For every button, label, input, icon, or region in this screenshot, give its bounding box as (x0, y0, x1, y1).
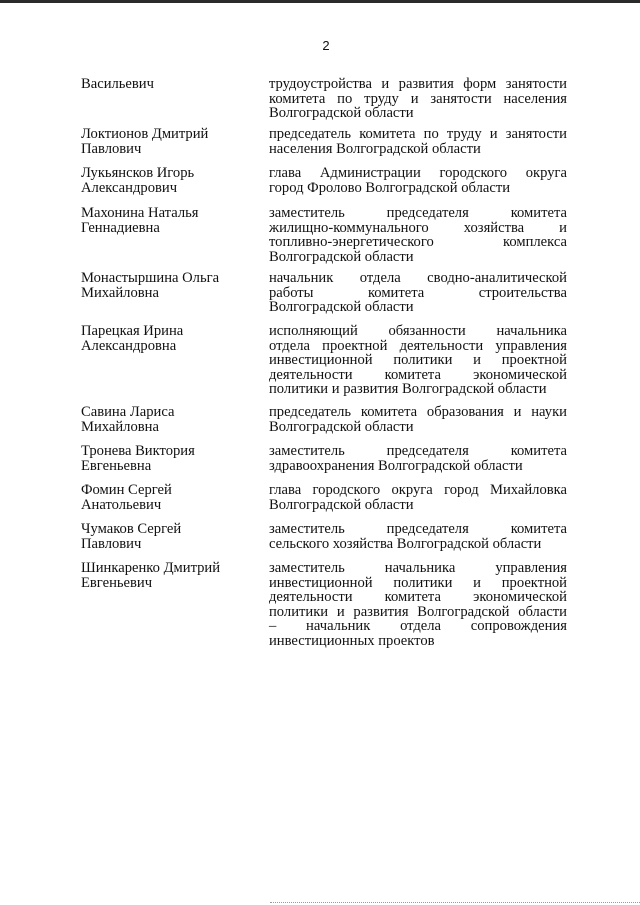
person-position (269, 271, 567, 315)
position-line: заместитель председателя комитета (269, 521, 567, 537)
person-position (269, 561, 567, 648)
position-line: инвестиционных проектов (269, 632, 435, 649)
position-line: деятельности комитета экономической (269, 589, 567, 605)
person-name: Васильевич (81, 76, 154, 92)
position-line: комитета по труду и занятости населения (269, 90, 567, 107)
position-line: исполняющий обязанности начальника (269, 323, 567, 339)
person-name: Махонина Наталья Геннадиевна (81, 205, 199, 236)
position-line: инвестиционной политики и проектной (269, 352, 567, 368)
position-line: населения Волгоградской области (269, 140, 481, 157)
position-line: жилищно-коммунального хозяйства и (269, 219, 567, 236)
position-line: отдела проектной деятельности управления (269, 337, 567, 354)
person-name: Тронева Виктория Евгеньевна (81, 443, 195, 474)
person-name: Монастыршина Ольга Михайловна (81, 270, 220, 301)
position-line: трудоустройства и развития форм занятости (269, 76, 567, 92)
scan-bottom-edge (270, 902, 640, 903)
person-name: Лукьянсков Игорь Александрович (81, 165, 195, 196)
position-line: политики и развития Волгоградской области (269, 381, 547, 397)
position-line: председатель комитета образования и науки (269, 404, 567, 420)
person-name: Фомин Сергей Анатольевич (81, 482, 172, 513)
position-line: Волгоградской области (269, 105, 414, 121)
position-line: заместитель председателя комитета (269, 443, 567, 459)
person-position (269, 522, 567, 551)
position-line: заместитель начальника управления (269, 560, 567, 576)
position-line: Волгоградской области (269, 248, 414, 265)
person-name: Локтионов Дмитрий Павлович (81, 126, 209, 157)
position-line: заместитель председателя комитета (269, 205, 567, 221)
position-line: сельского хозяйства Волгоградской области (269, 535, 542, 552)
position-line: здравоохранения Волгоградской области (269, 457, 523, 474)
position-line: деятельности комитета экономической (269, 366, 567, 383)
person-position (269, 127, 567, 156)
person-position (269, 324, 567, 397)
person-name: Шинкаренко Дмитрий Евгеньевич (81, 560, 221, 591)
person-name: Савина Лариса Михайловна (81, 404, 175, 435)
position-line: Волгоградской области (269, 299, 414, 315)
position-line: – начальник отдела сопровождения (269, 618, 567, 634)
person-name: Парецкая Ирина Александровна (81, 323, 184, 354)
position-line: глава Администрации городского округа (269, 165, 567, 181)
position-line: Волгоградской области (269, 418, 414, 435)
position-line: инвестиционной политики и проектной (269, 574, 567, 591)
person-position (269, 166, 567, 195)
position-line: начальник отдела сводно-аналитической (269, 270, 567, 286)
person-name: Чумаков Сергей Павлович (81, 521, 182, 552)
person-position (269, 444, 567, 473)
scan-top-edge (0, 0, 640, 3)
person-position (269, 483, 567, 512)
person-position (269, 405, 567, 434)
page-number: 2 (322, 38, 330, 53)
position-line: Волгоградской области (269, 496, 414, 513)
person-position (269, 206, 567, 264)
position-line: город Фролово Волгоградской области (269, 179, 511, 196)
person-position (269, 77, 567, 121)
position-line: председатель комитета по труду и занятости (269, 126, 567, 142)
position-line: топливно-энергетического комплекса (269, 234, 567, 250)
position-line: работы комитета строительства (269, 284, 567, 301)
position-line: политики и развития Волгоградской области (269, 603, 567, 620)
position-line: глава городского округа город Михайловка (269, 482, 567, 498)
